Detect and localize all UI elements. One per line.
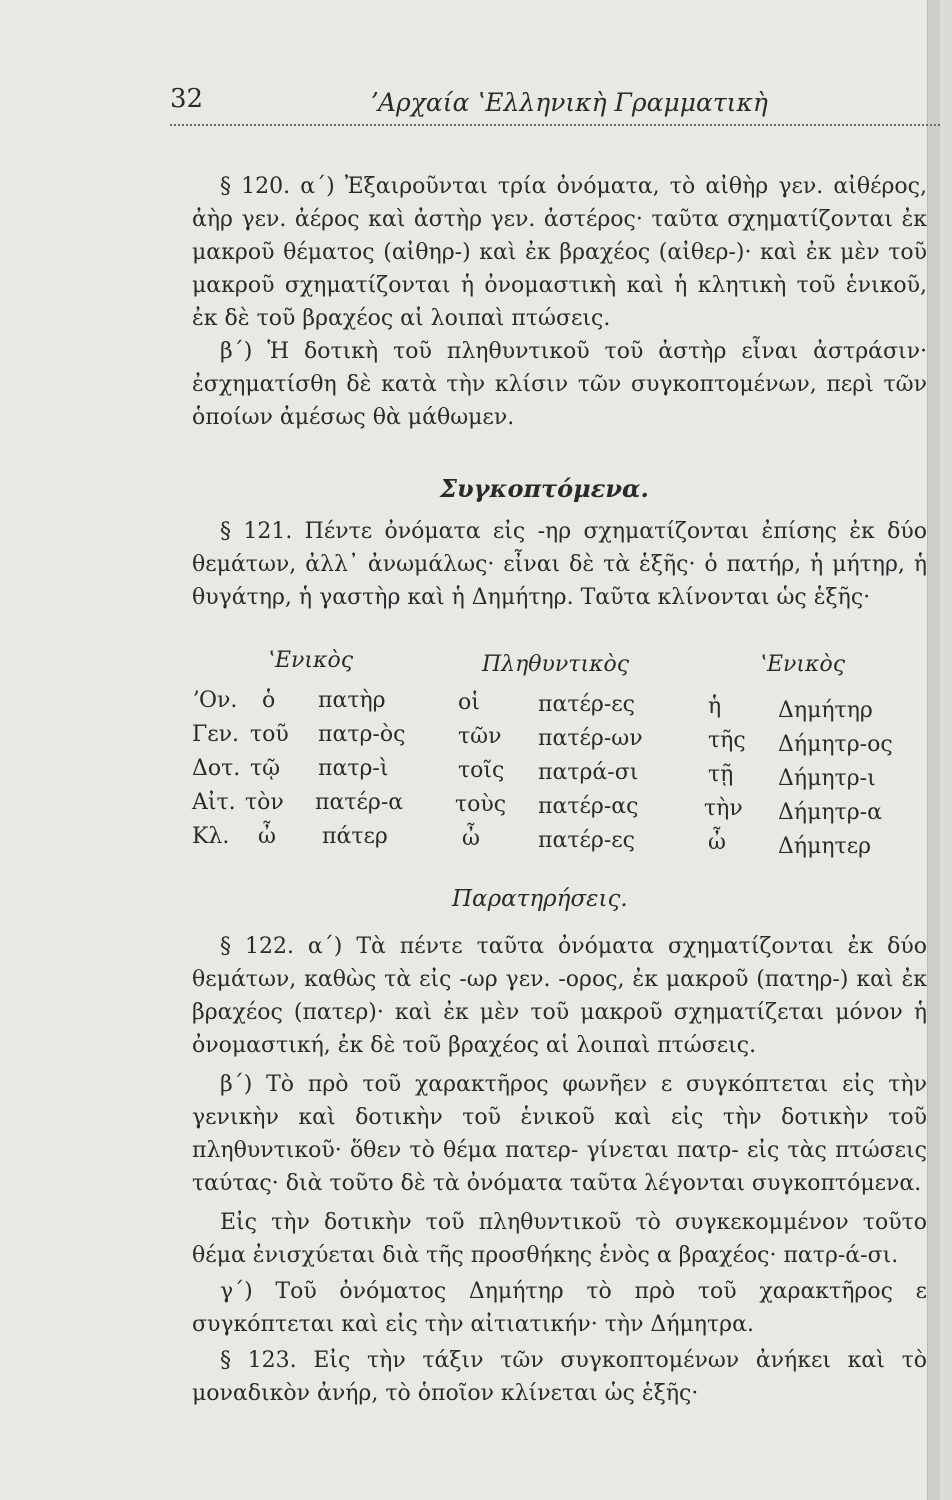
table-cell: τὸν (245, 790, 284, 815)
table-cell: πατρ-ὶ (318, 756, 389, 781)
table-cell: Αἰτ. (192, 790, 236, 815)
paragraph-122c: Εἰς τὴν δοτικὴν τοῦ πληθυντικοῦ τὸ συγκεκομμένον τοῦτο θέμα ἐνισχύεται διὰ τῆς προσθήκης ἑνὸς α βραχέος· πατρ-ά-σι. (192, 1210, 927, 1268)
page-header (170, 84, 940, 120)
table-cell: τοῦ (250, 722, 289, 747)
table-cell: πατέρ-ες (538, 828, 635, 853)
table-cell: τῶν (458, 724, 502, 749)
paragraph-121: § 121. Πέντε ὀνόματα εἰς -ηρ σχηματίζονται ἐπίσης ἐκ δύο θεμάτων, ἀλλ᾽ ἀνωμάλως· εἶναι δὲ τὰ ἑξῆς· ὁ πατήρ, ἡ μήτηρ, ἡ θυγάτηρ, ἡ γαστὴρ καὶ ἡ Δημήτηρ. Ταῦτα κλίνονται ὡς ἑξῆς· (192, 519, 927, 610)
table-cell: ὁ (262, 688, 276, 713)
paragraph-120b: β΄) Ἡ δοτικὴ τοῦ πληθυντικοῦ τοῦ ἀστὴρ εἶναι ἀστράσιν· ἐσχηματίσθη δὲ κατὰ τὴν κλίσιν τῶν συγκοπτομένων, περὶ τῶν ὁποίων ἀμέσως θὰ μάθωμεν. (192, 339, 927, 430)
table-cell: τὴν (704, 796, 743, 821)
table-cell: πάτερ (322, 824, 388, 849)
table-cell: Δοτ. (192, 756, 241, 781)
table-cell: πατέρ-ας (538, 794, 639, 819)
table-cell: Δήμητερ (778, 834, 872, 859)
table-cell: πατρά-σι (538, 760, 639, 785)
page-number: 32 (170, 84, 204, 114)
table-cell: Δήμητρ-α (778, 800, 882, 825)
table-cell: Δημήτηρ (778, 698, 873, 723)
table-cell: τοὺς (455, 792, 507, 817)
paragraph-123: § 123. Εἰς τὴν τάξιν τῶν συγκοπτομένων ἀνήκει καὶ τὸ μοναδικὸν ἀνήρ, τὸ ὁποῖον κλίνεται ὡς ἑξῆς· (192, 1348, 927, 1406)
page-edge (927, 0, 940, 1500)
table-cell: τοῖς (458, 758, 505, 783)
table-cell: πατέρ-ων (538, 726, 643, 751)
table-cell: ʼΟν. (192, 688, 238, 713)
table-cell: τῇ (708, 762, 734, 787)
table-cell: πατέρ-ες (538, 692, 635, 717)
section-heading-paratiriseis: Παρατηρήσεις. (452, 886, 628, 912)
table-cell: ὦ (462, 826, 480, 851)
section-heading-sygkoptomena: Συγκοπτόμενα. (440, 474, 649, 503)
table-cell: Δήμητρ-ι (778, 766, 876, 791)
paragraph-122a: § 122. α΄) Τὰ πέντε ταῦτα ὀνόματα σχηματίζονται ἐκ δύο θεμάτων, καθὼς τὰ εἰς -ωρ γεν. -ορος, ἐκ μακροῦ (πατηρ-) καὶ ἐκ βραχέος (πατερ)· καὶ ἐκ μὲν τοῦ μακροῦ σχηματίζεται μόνον ἡ ὀνομαστική, ἐκ δὲ τοῦ βραχέος αἱ λοιπαὶ πτώσεις. (192, 934, 927, 1058)
table-cell: Κλ. (192, 824, 230, 849)
table-cell: πατὴρ (318, 688, 386, 713)
paragraph-122d: γ΄) Τοῦ ὀνόματος Δημήτηρ τὸ πρὸ τοῦ χαρακτῆρος ε συγκόπτεται καὶ εἰς τὴν αἰτιατικήν· τὴν Δήμητρα. (192, 1279, 927, 1337)
table-cell: οἱ (458, 690, 480, 715)
table-header: ʽΕνικὸς (760, 652, 846, 677)
paragraph-120a: § 120. α΄) Ἐξαιροῦνται τρία ὀνόματα, τὸ αἰθὴρ γεν. αἰθέρος, ἀὴρ γεν. ἀέρος καὶ ἀστὴρ γεν. ἀστέρος· ταῦτα σχηματίζονται ἐκ μακροῦ θέματος (αἰθηρ-) καὶ ἐκ βραχέος (αἰθερ-)· καὶ ἐκ μὲν τοῦ μακροῦ σχηματίζονται ἡ ὀνομαστικὴ καὶ ἡ κλητικὴ τοῦ ἑνικοῦ, ἐκ δὲ τοῦ βραχέος αἱ λοιπαὶ πτώσεις. (192, 174, 927, 331)
table-cell: τῷ (250, 756, 281, 781)
table-cell: τῆς (708, 728, 746, 753)
running-title: ʼΑρχαία ʽΕλληνικὴ Γραμματικὴ (370, 88, 768, 117)
table-cell: πατέρ-α (315, 790, 404, 815)
header-rule (170, 124, 940, 126)
table-cell: Δήμητρ-ος (778, 732, 893, 757)
table-header: Πληθυντικὸς (482, 652, 630, 677)
table-cell: Γεν. (192, 722, 240, 747)
table-cell: πατρ-ὸς (318, 722, 406, 747)
paragraph-122b: β΄) Τὸ πρὸ τοῦ χαρακτῆρος φωνῆεν ε συγκόπτεται εἰς τὴν γενικὴν καὶ δοτικὴν τοῦ ἑνικοῦ καὶ εἰς τὴν δοτικὴν τοῦ πληθυντικοῦ· ὅθεν τὸ θέμα πατερ- γίνεται πατρ- εἰς τὰς πτώσεις ταύτας· διὰ τοῦτο δὲ τὰ ὀνόματα ταῦτα λέγονται συγκοπτόμενα. (192, 1072, 927, 1196)
table-cell: ὦ (258, 824, 276, 849)
table-cell: ἡ (708, 694, 722, 719)
table-cell: ὦ (708, 830, 726, 855)
table-header: ʽΕνικὸς (268, 648, 354, 673)
